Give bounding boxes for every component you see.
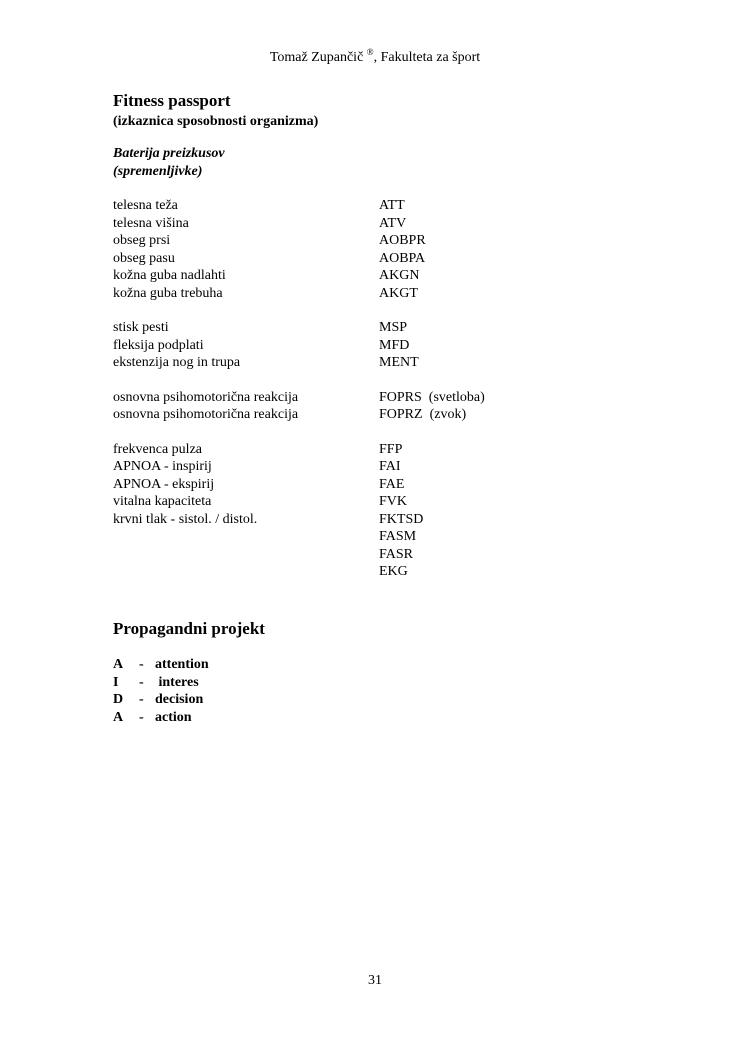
variable-row [113,354,673,372]
section-subtitle: (izkaznica sposobnosti organizma) [113,114,319,129]
registered-mark: ® [366,47,374,57]
variable-row [113,285,673,303]
variable-code: AOBPR [379,233,426,248]
variable-label [113,546,379,564]
variable-row [113,458,673,476]
variable-code: FVK [379,494,408,509]
aida-item [113,656,265,674]
header-affiliation: , Fakulteta za šport [373,50,481,65]
variable-row [113,441,673,459]
variable-row [113,215,673,233]
fitness-passport-section [113,91,673,581]
variable-label: telesna višina [113,215,189,231]
variable-group-functional [113,441,673,581]
aida-letter: I [113,674,119,690]
section-title: Fitness passport [113,91,231,110]
variable-row [113,476,673,494]
aida-word: action [155,709,192,725]
variable-code: FAE [379,476,405,492]
variable-row [113,319,673,337]
variable-code: MFD [379,337,410,353]
aida-dash: - [139,657,144,672]
variable-label: krvni tlak - sistol. / distol. [113,511,258,527]
aida-word: decision [155,692,204,707]
aida-letter: D [113,692,124,707]
aida-item [113,709,265,727]
battery-title: Baterija preizkusov [113,146,225,161]
variable-row [113,389,673,407]
variable-label: vitalna kapaciteta [113,494,212,509]
variable-code: AOBPA [379,250,426,266]
variable-code: FFP [379,441,403,457]
variable-code: ATV [379,215,407,231]
variable-label: kožna guba nadlahti [113,268,226,283]
variable-label: osnovna psihomotorična reakcija [113,407,299,422]
variable-label [113,563,379,581]
variable-row [113,337,673,355]
variable-label: kožna guba trebuha [113,285,223,301]
variable-row [113,406,673,424]
variable-code: FASR [379,546,413,562]
aida-item [113,691,265,709]
variable-label: APNOA - inspirij [113,459,212,474]
variable-code: EKG [379,564,408,579]
variable-code: AKGN [379,268,420,283]
header-author: Tomaž Zupančič [269,50,364,65]
propaganda-section [113,619,265,726]
variable-row [113,546,673,564]
variable-label: obseg prsi [113,233,171,248]
variable-group-anthropometric [113,197,673,302]
aida-word: interes [155,674,199,690]
variable-label: ekstenzija nog in trupa [113,355,241,370]
battery-heading [113,145,673,180]
variable-code: AKGT [379,285,418,301]
aida-item [113,674,265,692]
variable-code: FAI [379,459,401,474]
variable-row [113,197,673,215]
variable-group-reaction [113,389,673,424]
aida-dash: - [139,692,144,707]
page-header [0,43,750,67]
variable-label [113,528,379,546]
variable-group-motor [113,319,673,372]
battery-subtitle: (spremenljivke) [113,163,203,179]
variable-row [113,563,673,581]
variable-code: FOPRS (svetloba) [379,389,485,405]
variable-row [113,232,673,250]
section-title: Propagandni projekt [113,619,265,638]
variable-row [113,493,673,511]
variable-label: fleksija podplati [113,337,204,353]
variable-label: osnovna psihomotorična reakcija [113,389,299,405]
aida-letter: A [113,657,124,672]
variable-label: telesna teža [113,198,178,213]
variable-label: frekvenca pulza [113,441,202,457]
aida-list [113,656,265,726]
variable-row [113,250,673,268]
aida-dash: - [139,709,144,725]
variable-label: APNOA - ekspirij [113,476,215,492]
variable-row [113,267,673,285]
variable-code: MSP [379,320,408,335]
page-number: 31 [368,973,382,988]
aida-word: attention [155,657,209,672]
variable-code: FKTSD [379,511,424,527]
aida-dash: - [139,674,144,690]
variable-row [113,528,673,546]
variable-code: ATT [379,198,405,213]
variable-label: stisk pesti [113,320,169,335]
variable-code: MENT [379,355,419,370]
variable-label: obseg pasu [113,250,175,266]
variable-code: FOPRZ (zvok) [379,407,467,422]
variable-row [113,511,673,529]
aida-letter: A [113,709,124,725]
variable-code: FASM [379,529,417,544]
